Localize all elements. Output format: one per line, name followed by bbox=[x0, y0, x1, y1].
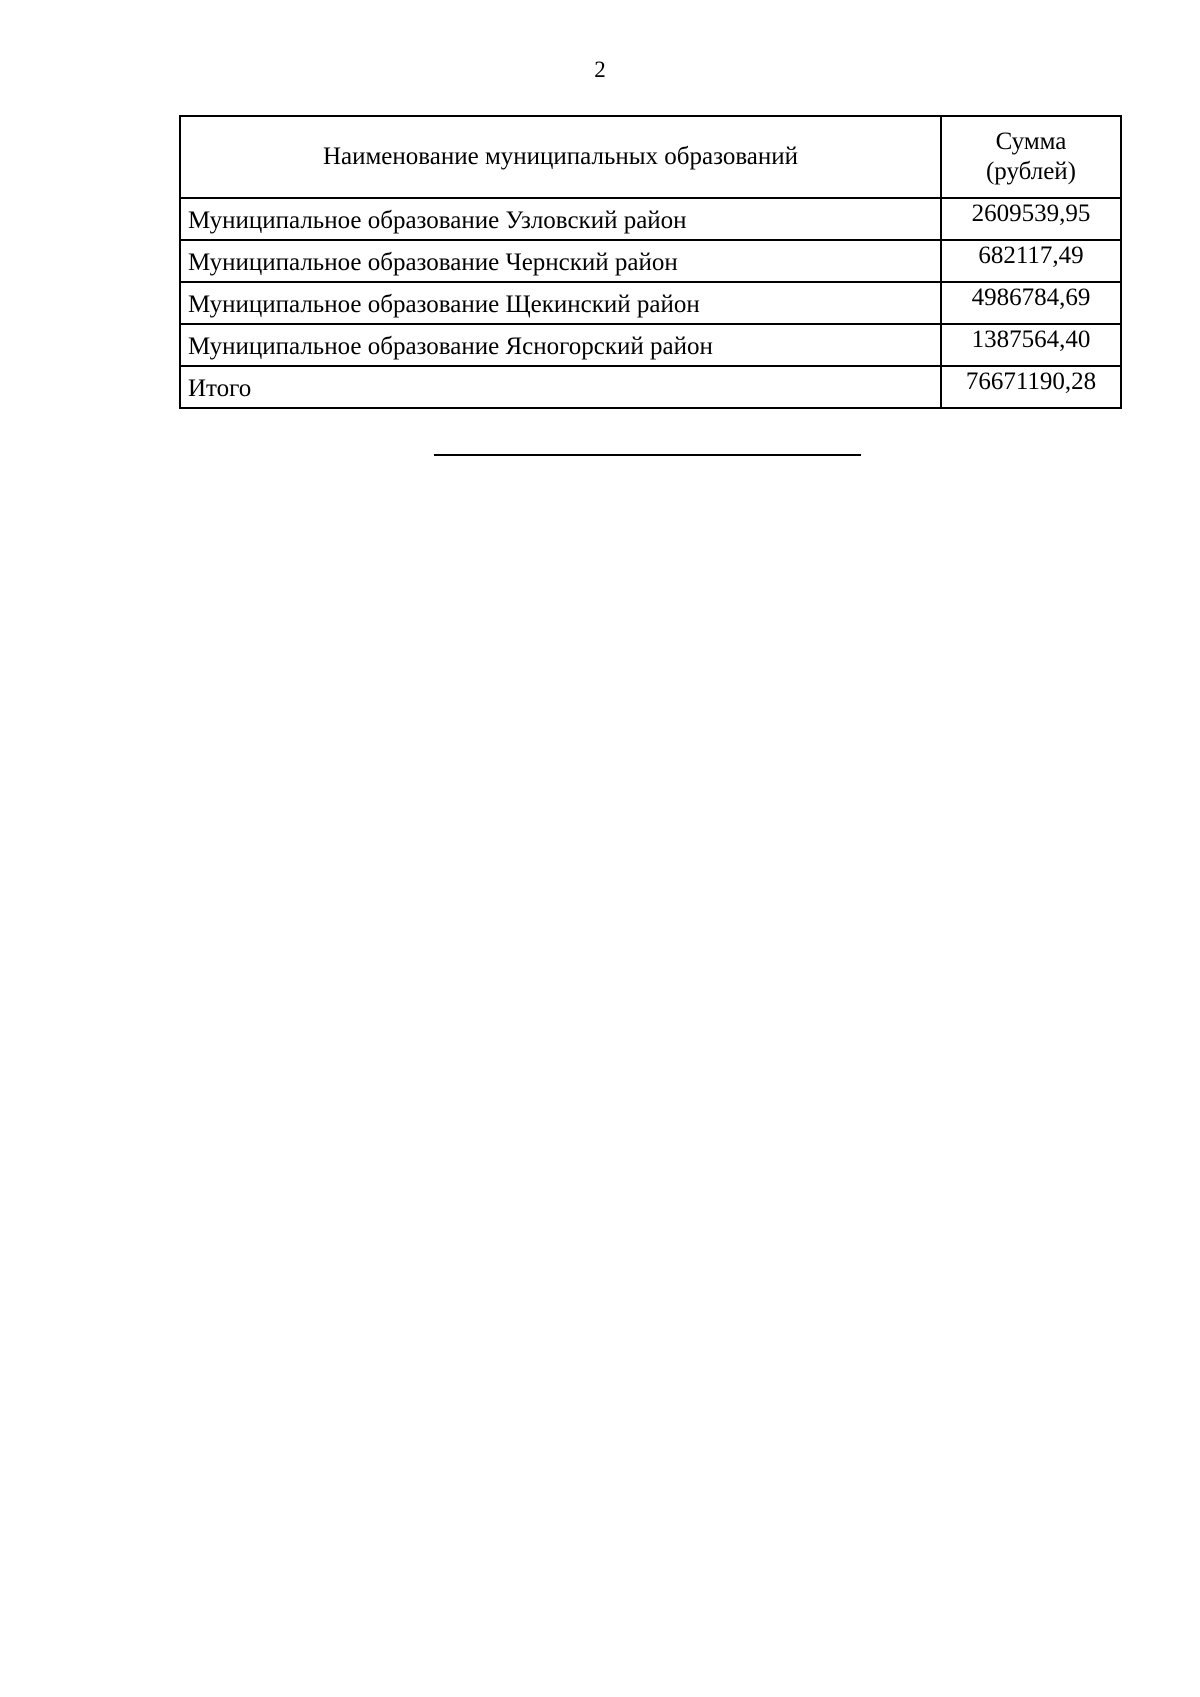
end-of-document-rule bbox=[434, 454, 861, 456]
table-row bbox=[180, 198, 1121, 240]
table-row bbox=[180, 240, 1121, 282]
municipality-sum: 1387564,40 bbox=[941, 324, 1121, 366]
municipality-name: Муниципальное образование Узловский район bbox=[180, 198, 941, 240]
page-number: 2 bbox=[594, 57, 606, 82]
budget-table bbox=[179, 115, 1122, 409]
total-row bbox=[180, 366, 1121, 408]
municipality-name: Муниципальное образование Щекинский район bbox=[180, 282, 941, 324]
municipality-sum: 682117,49 bbox=[941, 240, 1121, 282]
total-label: Итого bbox=[180, 366, 941, 408]
table-row bbox=[180, 324, 1121, 366]
table-row bbox=[180, 282, 1121, 324]
total-sum: 76671190,28 bbox=[941, 366, 1121, 408]
municipality-name: Муниципальное образование Чернский район bbox=[180, 240, 941, 282]
table-header-row bbox=[180, 116, 1121, 198]
municipality-sum: 2609539,95 bbox=[941, 198, 1121, 240]
column-header-sum: Сумма (рублей) bbox=[941, 116, 1121, 198]
column-header-name: Наименование муниципальных образований bbox=[180, 116, 941, 198]
municipality-sum: 4986784,69 bbox=[941, 282, 1121, 324]
municipality-name: Муниципальное образование Ясногорский район bbox=[180, 324, 941, 366]
